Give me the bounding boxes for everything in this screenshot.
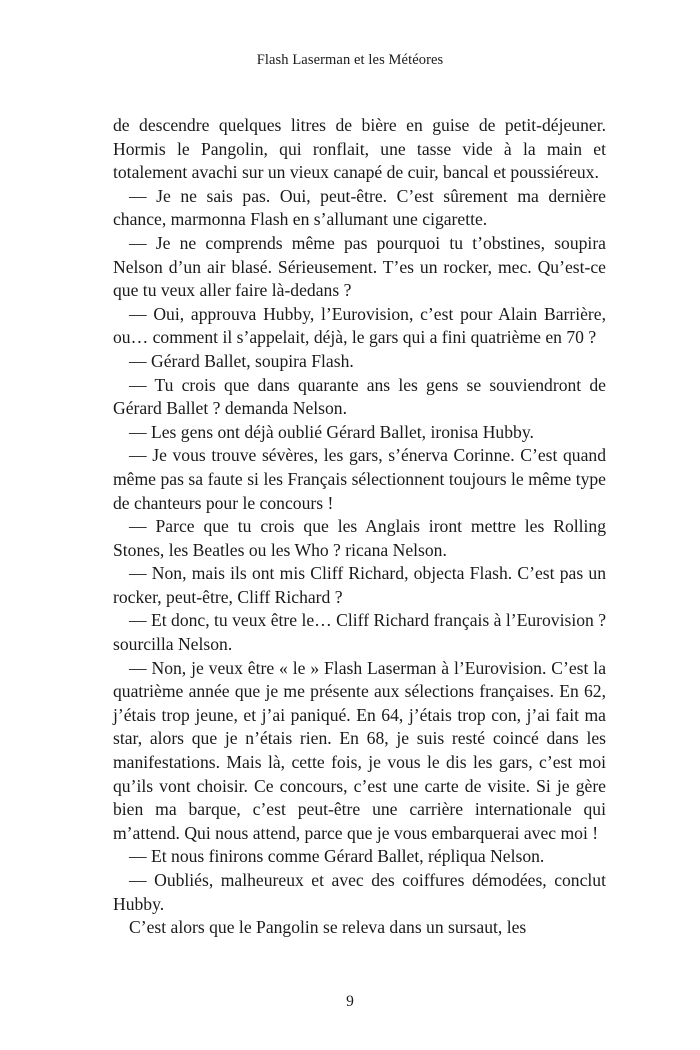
- paragraph: — Je vous trouve sévères, les gars, s’énerva Corinne. C’est quand même pas sa faute si les Français sélectionnent toujours le même type de chanteurs pour le concours !: [113, 445, 606, 513]
- paragraph: — Et nous finirons comme Gérard Ballet, répliqua Nelson.: [129, 846, 545, 867]
- paragraph: — Et donc, tu veux être le… Cliff Richard français à l’Eurovision ? sourcilla Nelson.: [113, 610, 607, 655]
- paragraph: — Non, mais ils ont mis Cliff Richard, objecta Flash. C’est pas un rocker, peut-être, Cliff Richard ?: [113, 563, 606, 607]
- paragraph: — Je ne sais pas. Oui, peut-être. C’est sûrement ma dernière chance, marmonna Flash en s’allumant une cigarette.: [113, 185, 606, 230]
- running-head-title: Flash Laserman et les Météores: [256, 52, 444, 68]
- paragraph: — Oubliés, malheureux et avec des coiffures démodées, conclut Hubby.: [113, 870, 606, 914]
- paragraph: C’est alors que le Pangolin se releva dans un sursaut, les: [129, 917, 527, 938]
- paragraph: — Les gens ont déjà oublié Gérard Ballet, ironisa Hubby.: [129, 421, 534, 442]
- paragraph: — Gérard Ballet, soupira Flash.: [129, 350, 354, 371]
- paragraph: — Tu crois que dans quarante ans les gens se souviendront de Gérard Ballet ? demanda Nelson.: [113, 374, 606, 419]
- page-number: 9: [346, 993, 354, 1010]
- paragraph: de descendre quelques litres de bière en guise de petit-déjeuner. Hormis le Pangolin, qui ronflait, une tasse vide à la main et totalement avachi sur un vieux canapé de cuir, bancal et poussiéreux.: [113, 115, 606, 183]
- paragraph: — Je ne comprends même pas pourquoi tu t’obstines, soupira Nelson d’un air blasé. Sérieusement. T’es un rocker, mec. Qu’est-ce que tu veux aller faire là-dedans ?: [113, 232, 606, 301]
- paragraph: — Non, je veux être « le » Flash Laserman à l’Eurovision. C’est la quatrième année que je me présente aux sélections françaises. En 62, j’étais trop jeune, et j’ai paniqué. En 64, j’étais trop con, j’ai fait ma star, alors que je n’étais rien. En 68, je suis resté coincé dans les manifestations. Mais là, cette fois, je vous le dis les gars, c’est moi qu’ils vont choisir. Ce concours, c’est une carte de visite. Si je gère bien ma barque, c’est peut-être une carrière internationale qui m’attend. Qui nous attend, parce que je vous embarquerai avec moi !: [113, 657, 606, 843]
- paragraph: — Oui, approuva Hubby, l’Eurovision, c’est pour Alain Barrière, ou… comment il s’appelait, déjà, le gars qui a fini quatrième en 70 ?: [113, 303, 606, 348]
- body-text: [113, 114, 606, 940]
- paragraph: — Parce que tu crois que les Anglais iront mettre les Rolling Stones, les Beatles ou les Who ? ricana Nelson.: [113, 516, 606, 560]
